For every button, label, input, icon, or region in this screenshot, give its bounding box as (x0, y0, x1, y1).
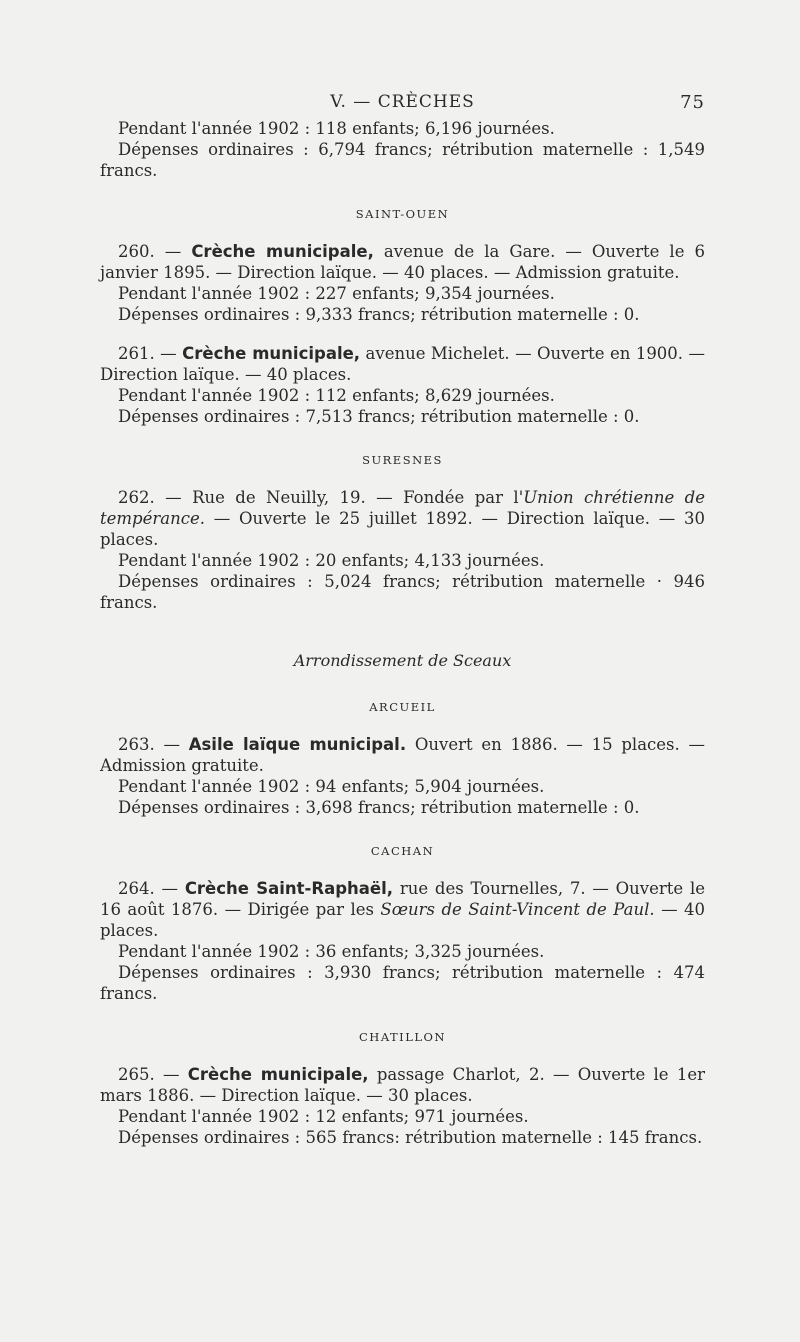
entry-number: 261. — (118, 344, 177, 363)
entry-stats: Pendant l'année 1902 : 36 enfants; 3,325 journées. (118, 942, 545, 961)
entry-description (100, 878, 705, 941)
entry-expenses: Dépenses ordinaires : 9,333 francs; rétribution maternelle : 0. (118, 305, 640, 324)
entry-number: 265. — (118, 1065, 180, 1084)
entry-lead: 262. — Rue de Neuilly, 19. — Fondée par l' (118, 488, 524, 507)
entry-stats: Pendant l'année 1902 : 12 enfants; 971 journées. (118, 1107, 529, 1126)
entry-details: — Ouverte le 25 juillet 1892. — Direction laïque. — 30 places. (100, 509, 706, 549)
entry-expenses: Dépenses ordinaires : 3,698 francs; rétribution maternelle : 0. (118, 798, 640, 817)
entry-italic-name: Union chrétienne de tempérance. (100, 488, 705, 528)
entry-description (100, 734, 705, 776)
entry-name: Crèche municipale, (191, 242, 374, 261)
section-heading-cachan: CACHAN (370, 844, 435, 858)
entry-264 (100, 878, 705, 1004)
entry-name: Asile laïque municipal. (188, 735, 407, 754)
entry-number: 263. — (118, 735, 180, 754)
entry-details: rue des Tournelles, 7. — Ouverte le 16 août 1876. — Dirigée par les (100, 879, 706, 919)
entry-name: Crèche municipale, (187, 1065, 369, 1084)
entry-details: passage Charlot, 2. — Ouverte le 1er mars 1886. — Direction laïque. — 30 places. (100, 1065, 705, 1105)
entry-number: 260. — (118, 242, 182, 261)
entry-stats: Pendant l'année 1902 : 112 enfants; 8,629 journées. (118, 386, 555, 405)
entry-expenses: Dépenses ordinaires : 565 francs: rétribution maternelle : 145 francs. (118, 1128, 703, 1147)
entry-name: Crèche Saint-Raphaël, (184, 879, 394, 898)
entry-260 (100, 241, 705, 325)
entry-number: 264. — (118, 879, 179, 898)
chapter-title: V. — CRÈCHES (330, 92, 475, 112)
intro-stats: Pendant l'année 1902 : 118 enfants; 6,196 journées. (118, 119, 555, 138)
section-heading-chatillon: CHATILLON (359, 1030, 446, 1044)
entry-details-end: — 40 places. (100, 900, 705, 940)
running-head (100, 92, 705, 118)
entry-expenses: Dépenses ordinaires : 7,513 francs; rétribution maternelle : 0. (118, 407, 640, 426)
entry-details: avenue Michelet. — Ouverte en 1900. — Direction laïque. — 40 places. (100, 344, 705, 384)
entry-description (100, 1064, 705, 1106)
page-number: 75 (680, 92, 705, 113)
entry-description (100, 487, 705, 550)
entry-262 (100, 487, 705, 613)
entry-stats: Pendant l'année 1902 : 227 enfants; 9,354 journées. (118, 284, 555, 303)
entry-description (100, 241, 705, 283)
section-heading-saint-ouen: SAINT-OUEN (355, 207, 450, 221)
entry-stats: Pendant l'année 1902 : 20 enfants; 4,133 journées. (118, 551, 545, 570)
entry-description (100, 343, 705, 385)
entry-265 (100, 1064, 705, 1148)
section-heading-suresnes: SURESNES (362, 453, 443, 467)
entry-name: Crèche municipale, (182, 344, 361, 363)
entry-263 (100, 734, 705, 818)
intro-expenses: Dépenses ordinaires : 6,794 francs; rétribution maternelle : 1,549 francs. (100, 140, 705, 180)
entry-261 (100, 343, 705, 427)
entry-italic-name: Sœurs de Saint-Vincent de Paul. (380, 900, 655, 919)
entry-details: Ouvert en 1886. — 15 places. — Admission gratuite. (100, 735, 705, 775)
entry-stats: Pendant l'année 1902 : 94 enfants; 5,904 journées. (118, 777, 545, 796)
entry-details: avenue de la Gare. — Ouverte le 6 janvier 1895. — Direction laïque. — 40 places. — Admission gratuite. (100, 242, 706, 282)
entry-expenses: Dépenses ordinaires : 3,930 francs; rétribution maternelle : 474 francs. (100, 963, 705, 1003)
section-heading-arcueil: ARCUEIL (369, 700, 436, 714)
arrondissement-heading: Arrondissement de Sceaux (293, 651, 512, 670)
entry-expenses: Dépenses ordinaires : 5,024 francs; rétribution maternelle · 946 francs. (100, 572, 705, 612)
